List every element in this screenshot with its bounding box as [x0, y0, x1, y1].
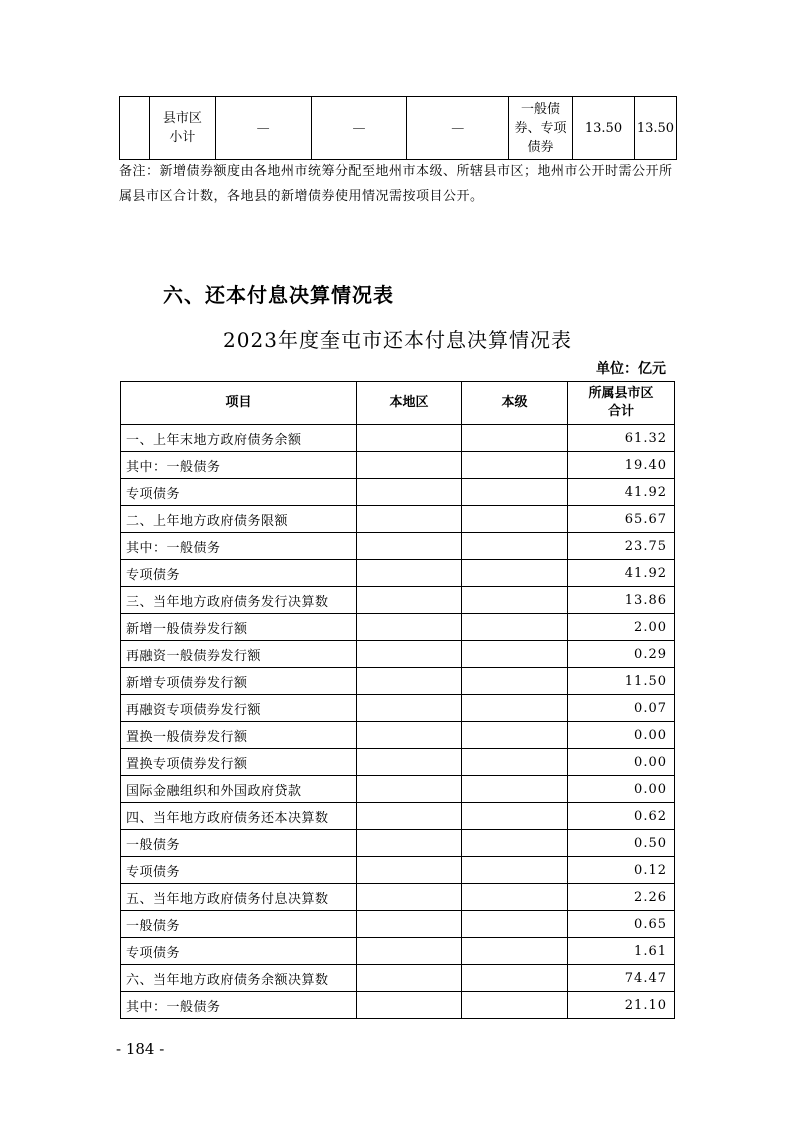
county-total-cell: 74.47: [568, 965, 675, 992]
column-header-local: 本地区: [357, 382, 462, 425]
local-value-cell: [357, 830, 462, 857]
table-row: [121, 506, 675, 533]
local-value-cell: [357, 425, 462, 452]
level-value-cell: [462, 938, 568, 965]
local-value-cell: [357, 884, 462, 911]
county-total-cell: 0.00: [568, 722, 675, 749]
level-value-cell: [462, 533, 568, 560]
item-label-cell: 四、当年地方政府债务还本决算数: [121, 803, 357, 830]
table-row: [121, 830, 675, 857]
local-value-cell: [357, 641, 462, 668]
item-label-cell: 五、当年地方政府债务付息决算数: [121, 884, 357, 911]
table-row: [121, 614, 675, 641]
table-row: [121, 938, 675, 965]
level-value-cell: [462, 830, 568, 857]
item-label-cell: 专项债务: [121, 857, 357, 884]
county-total-cell: 0.07: [568, 695, 675, 722]
table-row: [121, 857, 675, 884]
local-value-cell: [357, 587, 462, 614]
level-value-cell: [462, 884, 568, 911]
table-cell: —: [215, 97, 311, 160]
table-row: [121, 587, 675, 614]
item-label-cell: 三、当年地方政府债务发行决算数: [121, 587, 357, 614]
local-value-cell: [357, 992, 462, 1019]
item-label-cell: 其中：一般债务: [121, 533, 357, 560]
table-row: [121, 803, 675, 830]
level-value-cell: [462, 911, 568, 938]
county-total-cell: 0.00: [568, 749, 675, 776]
county-total-cell: 0.00: [568, 776, 675, 803]
item-label-cell: 专项债务: [121, 479, 357, 506]
table-title: 2023年度奎屯市还本付息决算情况表: [223, 328, 572, 352]
table-row: [121, 641, 675, 668]
table-row: [121, 452, 675, 479]
table-row: [121, 560, 675, 587]
amount-cell: 13.50: [573, 97, 635, 160]
county-total-cell: 0.50: [568, 830, 675, 857]
level-value-cell: [462, 776, 568, 803]
item-label-cell: 二、上年地方政府债务限额: [121, 506, 357, 533]
section-heading: 六、还本付息决算情况表: [163, 283, 394, 307]
table-row: [121, 992, 675, 1019]
county-total-cell: 1.61: [568, 938, 675, 965]
item-label-cell: 专项债务: [121, 560, 357, 587]
item-label-cell: 置换一般债券发行额: [121, 722, 357, 749]
local-value-cell: [357, 965, 462, 992]
local-value-cell: [357, 479, 462, 506]
local-value-cell: [357, 533, 462, 560]
local-value-cell: [357, 749, 462, 776]
table-note: 备注：新增债券额度由各地州市统筹分配至地州市本级、所辖县市区；地州市公开时需公开所属县市区合计数，各地县的新增债券使用情况需按项目公开。: [119, 164, 673, 204]
table-row: [121, 911, 675, 938]
item-label-cell: 新增专项债券发行额: [121, 668, 357, 695]
local-value-cell: [357, 560, 462, 587]
county-total-cell: 41.92: [568, 479, 675, 506]
level-value-cell: [462, 749, 568, 776]
page-number: - 184 -: [116, 1040, 165, 1058]
county-total-cell: 0.62: [568, 803, 675, 830]
unit-label: 单位：亿元: [596, 361, 666, 377]
amount-cell: 13.50: [634, 97, 676, 160]
local-value-cell: [357, 938, 462, 965]
level-value-cell: [462, 641, 568, 668]
bond-type-cell: 一般债 券、专项 债券: [509, 97, 573, 160]
county-total-cell: 21.10: [568, 992, 675, 1019]
column-header-item: 项目: [121, 382, 357, 425]
item-label-cell: 一般债务: [121, 911, 357, 938]
level-value-cell: [462, 695, 568, 722]
item-label-cell: 六、当年地方政府债务余额决算数: [121, 965, 357, 992]
county-total-cell: 0.12: [568, 857, 675, 884]
item-label-cell: 新增一般债券发行额: [121, 614, 357, 641]
item-label-cell: 置换专项债券发行额: [121, 749, 357, 776]
local-value-cell: [357, 722, 462, 749]
item-label-cell: 再融资专项债券发行额: [121, 695, 357, 722]
level-value-cell: [462, 803, 568, 830]
table-header-row: [121, 382, 675, 425]
local-value-cell: [357, 506, 462, 533]
table-row: [121, 533, 675, 560]
item-label-cell: 再融资一般债券发行额: [121, 641, 357, 668]
county-total-cell: 2.26: [568, 884, 675, 911]
local-value-cell: [357, 668, 462, 695]
local-value-cell: [357, 857, 462, 884]
level-value-cell: [462, 506, 568, 533]
level-value-cell: [462, 479, 568, 506]
table-cell: [120, 97, 150, 160]
level-value-cell: [462, 587, 568, 614]
county-total-cell: 11.50: [568, 668, 675, 695]
level-value-cell: [462, 425, 568, 452]
level-value-cell: [462, 560, 568, 587]
level-value-cell: [462, 992, 568, 1019]
local-value-cell: [357, 614, 462, 641]
bond-allocation-table-continued: [119, 96, 677, 160]
level-value-cell: [462, 857, 568, 884]
table-row: [121, 965, 675, 992]
table-row: [121, 722, 675, 749]
local-value-cell: [357, 695, 462, 722]
level-value-cell: [462, 965, 568, 992]
item-label-cell: 一般债务: [121, 830, 357, 857]
table-row: [121, 749, 675, 776]
county-total-cell: 19.40: [568, 452, 675, 479]
table-cell: —: [311, 97, 407, 160]
county-total-cell: 0.65: [568, 911, 675, 938]
table-row: [121, 668, 675, 695]
local-value-cell: [357, 911, 462, 938]
column-header-county: 所属县市区 合计: [568, 382, 675, 425]
item-label-cell: 其中：一般债务: [121, 992, 357, 1019]
table-row: [121, 884, 675, 911]
debt-repayment-table: [120, 381, 675, 1019]
column-header-level: 本级: [462, 382, 568, 425]
table-cell: —: [407, 97, 509, 160]
table-row: [121, 695, 675, 722]
item-label-cell: 一、上年末地方政府债务余额: [121, 425, 357, 452]
region-name-cell: 县市区 小计: [149, 97, 215, 160]
item-label-cell: 国际金融组织和外国政府贷款: [121, 776, 357, 803]
item-label-cell: 其中：一般债务: [121, 452, 357, 479]
level-value-cell: [462, 614, 568, 641]
level-value-cell: [462, 722, 568, 749]
county-total-cell: 65.67: [568, 506, 675, 533]
level-value-cell: [462, 668, 568, 695]
level-value-cell: [462, 452, 568, 479]
table-row: [121, 776, 675, 803]
county-total-cell: 13.86: [568, 587, 675, 614]
item-label-cell: 专项债务: [121, 938, 357, 965]
local-value-cell: [357, 452, 462, 479]
county-total-cell: 2.00: [568, 614, 675, 641]
county-total-cell: 23.75: [568, 533, 675, 560]
county-total-cell: 61.32: [568, 425, 675, 452]
table-row: [120, 97, 677, 160]
local-value-cell: [357, 776, 462, 803]
table-row: [121, 425, 675, 452]
local-value-cell: [357, 803, 462, 830]
county-total-cell: 41.92: [568, 560, 675, 587]
county-total-cell: 0.29: [568, 641, 675, 668]
table-row: [121, 479, 675, 506]
